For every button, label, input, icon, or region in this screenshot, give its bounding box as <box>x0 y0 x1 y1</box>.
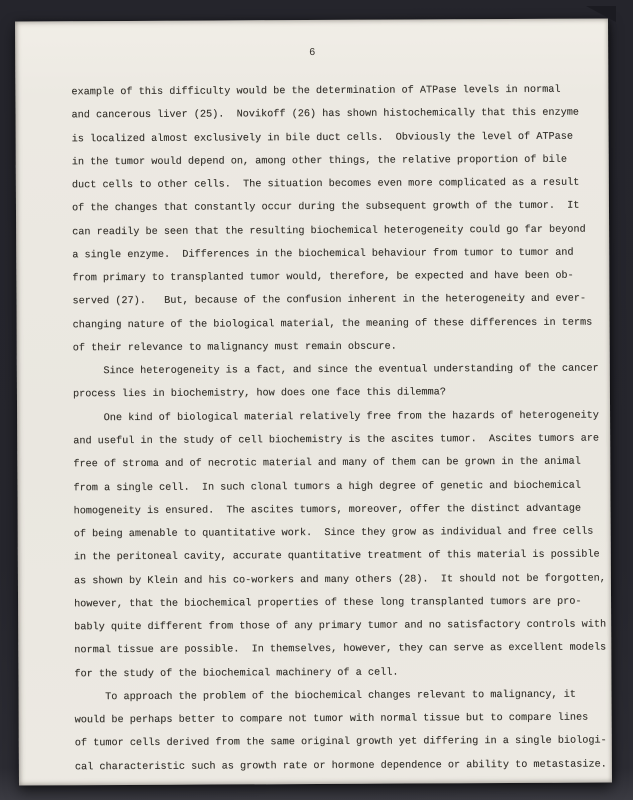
text-line: a single enzyme. Differences in the biochemical behaviour from tumor to tumor and <box>72 247 574 262</box>
text-line: changing nature of the biological material, the meaning of these differences in terms <box>72 317 593 331</box>
text-line: in the peritoneal cavity, accurate quantitative treatment of this material is possible <box>73 549 600 564</box>
text-line: as shown by Klein and his co-workers and many others (28). It should not be forgotten, <box>73 573 606 587</box>
text-line: To approach the problem of the biochemical changes relevant to malignancy, it <box>74 689 576 704</box>
text-line: of the changes that constantly occur during the subsequent growth of the tumor. It <box>71 200 580 215</box>
text-line: would be perhaps better to compare not tumor with normal tissue but to compare lines <box>74 712 589 727</box>
text-line: from a single cell. In such clonal tumors a high degree of genetic and biochemical <box>73 480 581 494</box>
text-line: example of this difficulty would be the determination of ATPase levels in normal <box>71 84 561 99</box>
text-line: homogeneity is ensured. The ascites tumors, moreover, offer the distinct advantage <box>73 503 582 518</box>
text-line: is localized almost exclusively in bile duct cells. Obviously the level of ATPase <box>71 131 573 145</box>
page-corner-fold <box>586 6 616 22</box>
text-line: of being amenable to quantitative work. Since they grow as individual and free cells <box>73 526 594 541</box>
document-body <box>71 78 615 779</box>
text-line: and useful in the study of cell biochemistry is the ascites tumor. Ascites tumors are <box>73 433 599 448</box>
text-line: of tumor cells derived from the same original growth yet differing in a single biologi- <box>74 735 607 750</box>
text-line: process lies in biochemistry, how does one face this dilemma? <box>72 387 446 401</box>
text-line: One kind of biological material relatively free from the hazards of heterogeneity <box>73 410 599 424</box>
text-line: for the study of the biochemical machinery of a cell. <box>74 667 399 680</box>
text-line: cal characteristic such as growth rate or hormone dependence or ability to metastasize. <box>74 759 607 773</box>
text-line: served (27). But, because of the confusion inherent in the heterogeneity and ever- <box>72 293 587 308</box>
page-number: 6 <box>309 46 316 60</box>
text-line: Since heterogeneity is a fact, and since the eventual understanding of the cancer <box>72 363 599 378</box>
document-page <box>15 18 612 785</box>
text-line: can readily be seen that the resulting biochemical heterogeneity could go far beyond <box>72 224 586 238</box>
text-line: free of stroma and of necrotic material and many of them can be grown in the animal <box>73 456 581 471</box>
text-line: from primary to transplanted tumor would, therefore, be expected and have been ob- <box>72 270 574 285</box>
text-line: and cancerous liver (25). Novikoff (26) has shown histochemically that this enzyme <box>71 107 579 122</box>
text-line: however, that the biochemical properties of these long transplanted tumors are pro- <box>74 596 582 611</box>
text-line: bably quite different from those of any primary tumor and no satisfactory controls with <box>74 619 607 634</box>
text-line: duct cells to other cells. The situation becomes even more complicated as a result <box>71 177 580 192</box>
text-line: of their relevance to malignancy must remain obscure. <box>72 341 397 355</box>
text-line: in the tumor would depend on, among other things, the relative proportion of bile <box>71 154 567 169</box>
text-line: normal tissue are possible. In themselves, however, they can serve as excellent models <box>74 642 607 657</box>
